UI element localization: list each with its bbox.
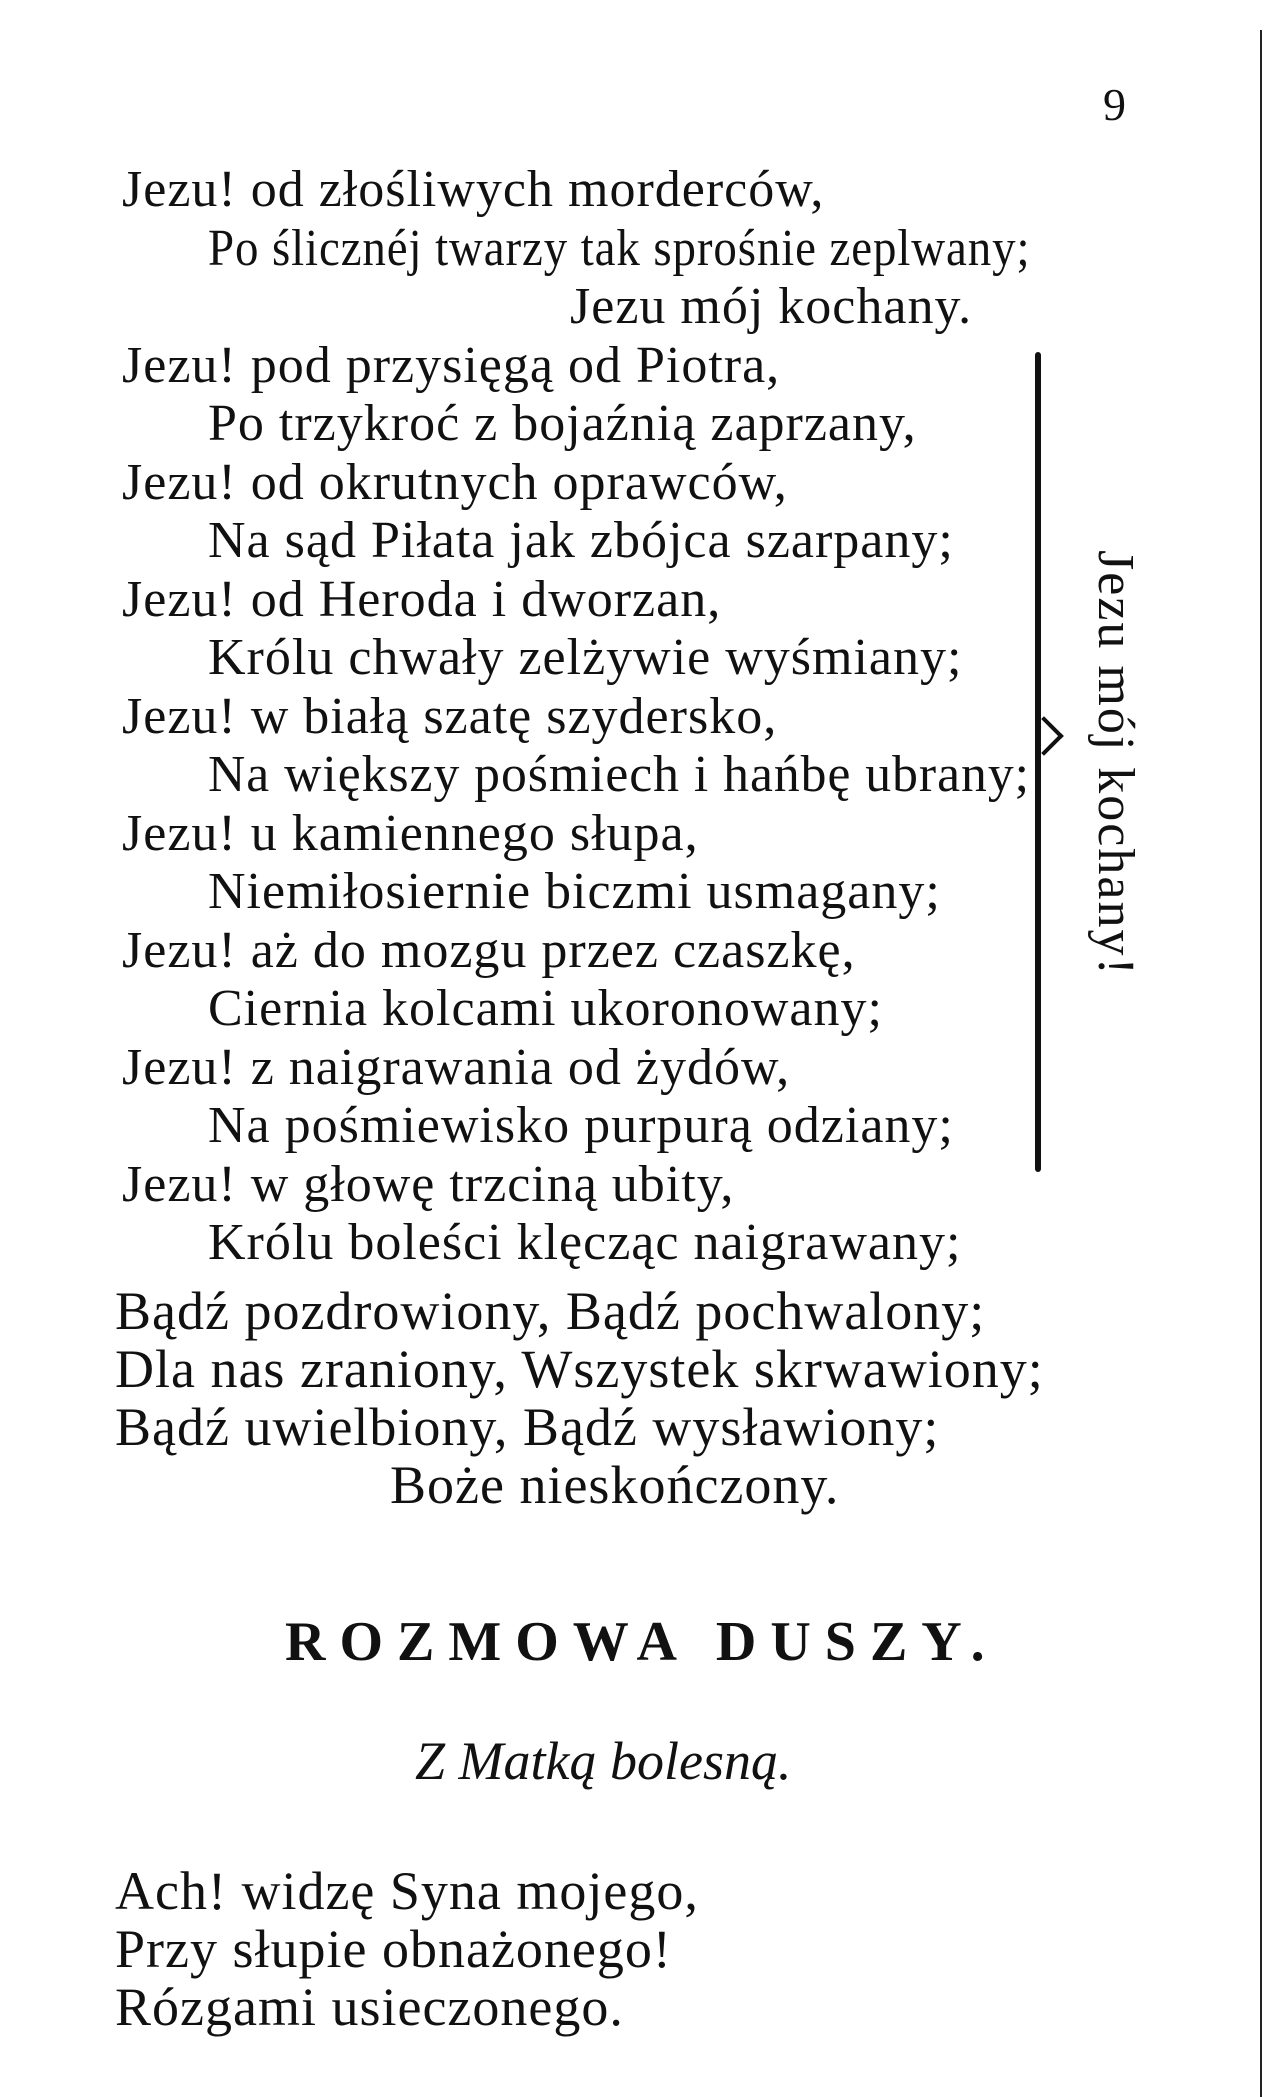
litany-line: Jezu! u kamiennego słupa,	[122, 804, 699, 862]
litany-line: Jezu! pod przysięgą od Piotra,	[122, 336, 781, 394]
litany-line: Jezu mój kochany.	[570, 278, 973, 335]
litany-line: Na sąd Piłata jak zbójca szarpany;	[208, 512, 954, 569]
litany-line: Niemiłosiernie biczmi usmagany;	[208, 863, 941, 920]
section-title: ROZMOWA DUSZY.	[285, 1611, 999, 1673]
litany-line: Po trzykroć z bojaźnią zaprzany,	[208, 395, 917, 452]
hymn-line: Bądź pozdrowiony, Bądź pochwalony;	[115, 1281, 986, 1341]
litany-line: Jezu! aż do mozgu przez czaszkę,	[122, 921, 856, 979]
brace	[1035, 352, 1041, 1172]
section-subtitle: Z Matką bolesną.	[415, 1731, 792, 1791]
brace-refrain: Jezu mój kochany!	[1087, 550, 1144, 977]
litany-line: Na większy pośmiech i hańbę ubrany;	[208, 746, 1030, 803]
final-verse-line: Przy słupie obnażonego!	[115, 1919, 672, 1979]
litany-line: Jezu! od Heroda i dworzan,	[122, 570, 722, 628]
litany-line: Jezu! w głowę trzciną ubity,	[122, 1155, 735, 1213]
hymn-line: Boże nieskończony.	[390, 1455, 840, 1515]
final-verse-line: Ach! widzę Syna mojego,	[115, 1861, 699, 1921]
hymn-line: Dla nas zraniony, Wszystek skrwawiony;	[115, 1339, 1044, 1399]
litany-line: Jezu! z naigrawania od żydów,	[122, 1038, 791, 1096]
litany-line: Jezu! od okrutnych oprawców,	[122, 453, 788, 511]
litany-line: Jezu! w białą szatę szydersko,	[122, 687, 778, 745]
litany-line: Królu boleści klęcząc naigrawany;	[208, 1214, 962, 1271]
final-verse-line: Rózgami usieczonego.	[115, 1977, 624, 2037]
litany-line: Na pośmiewisko purpurą odziany;	[208, 1097, 954, 1154]
litany-line: Cierniа kolcami ukoronowany;	[208, 980, 883, 1037]
page-edge-rule	[1260, 30, 1262, 2097]
litany-line: Królu chwały zelżywie wyśmiany;	[208, 629, 963, 686]
page-number: 9	[1103, 79, 1126, 130]
litany-line: Po ślicznéj twarzy tak sprośnie zeplwany;	[208, 219, 1031, 277]
litany-line: Jezu! od złośliwych morderców,	[122, 161, 825, 218]
hymn-line: Bądź uwielbiony, Bądź wysławiony;	[115, 1397, 940, 1457]
brace-point	[1024, 716, 1064, 756]
